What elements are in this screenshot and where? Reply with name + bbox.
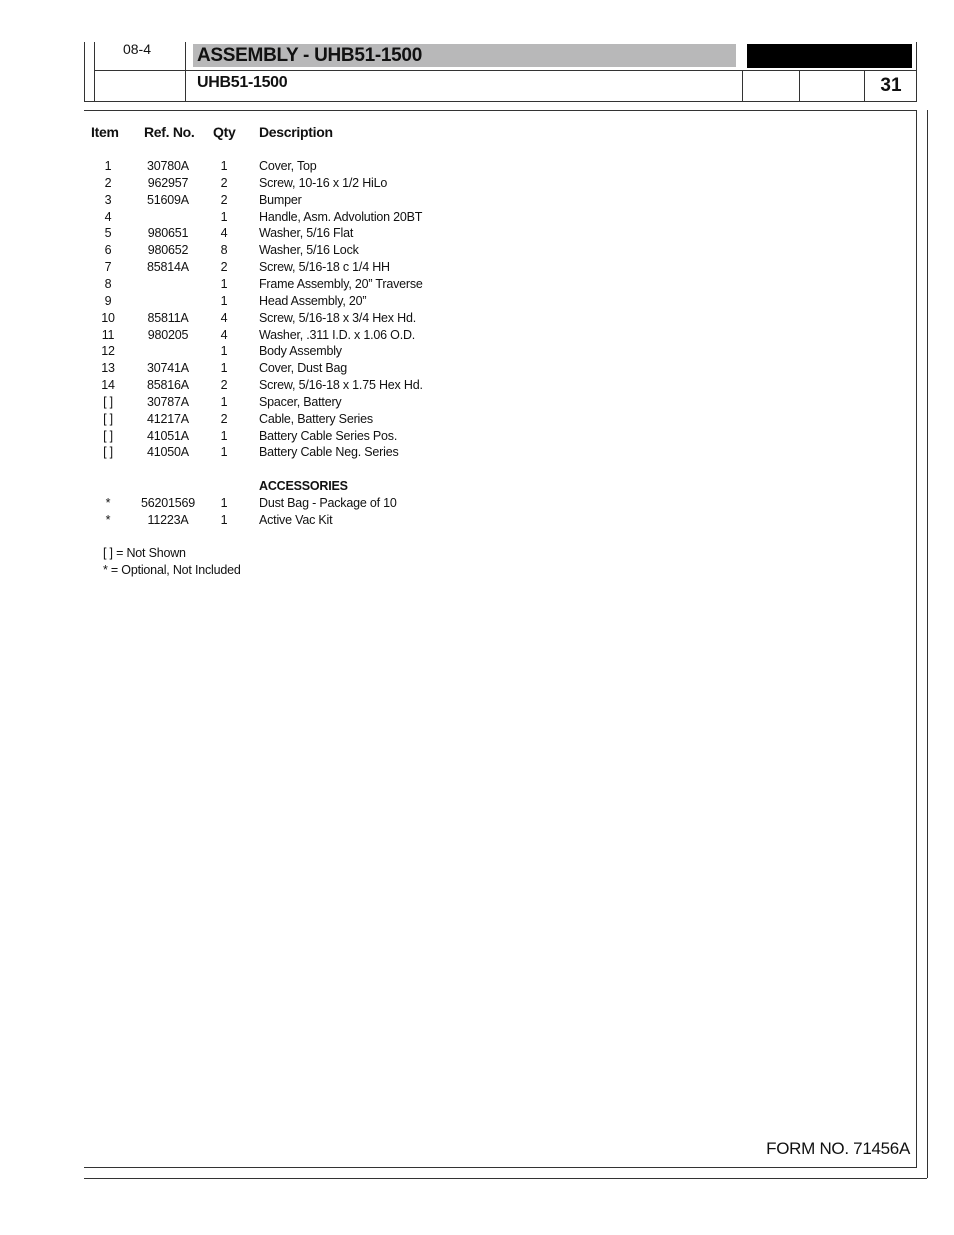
description-cell: Washer, .311 I.D. x 1.06 O.D. [259, 327, 416, 342]
ref-no-cell: 30780A [147, 159, 189, 173]
table-row [0, 260, 600, 277]
table-row [0, 429, 600, 446]
table-row [0, 193, 600, 210]
qty-cell: 4 [220, 327, 228, 342]
column-header-ref: Ref. No. [144, 124, 195, 140]
item-cell: 9 [104, 293, 112, 308]
item-cell: 13 [101, 361, 115, 376]
ref-no-cell: 41050A [147, 445, 189, 460]
table-row [0, 294, 600, 311]
accessories-heading: ACCESSORIES [259, 479, 348, 493]
item-cell: 2 [104, 175, 112, 190]
item-cell: * [105, 512, 111, 527]
item-cell: 12 [101, 344, 115, 359]
item-cell: 14 [101, 378, 115, 393]
table-row [0, 513, 600, 530]
table-row [0, 361, 600, 378]
qty-cell: 2 [220, 260, 228, 275]
ref-no-cell: 85816A [147, 378, 189, 393]
qty-cell: 1 [220, 276, 228, 291]
revision-label: 08-4 [122, 41, 152, 57]
ref-no-cell: 41217A [147, 411, 189, 426]
item-cell: 11 [101, 327, 115, 342]
frame-shadow-bottom [84, 1178, 927, 1179]
qty-cell: 8 [220, 243, 228, 258]
qty-cell: 2 [220, 192, 228, 207]
description-cell: Handle, Asm. Advolution 20BT [259, 209, 423, 224]
description-cell: Spacer, Battery [259, 394, 342, 409]
column-header-description: Description [259, 124, 333, 140]
description-cell: Battery Cable Neg. Series [259, 445, 399, 460]
description-cell: Battery Cable Series Pos. [259, 428, 398, 443]
table-row [0, 226, 600, 243]
description-cell: Screw, 5/16-18 c 1/4 HH [259, 260, 390, 275]
description-cell: Head Assembly, 20” [259, 293, 367, 308]
table-row [0, 378, 600, 395]
description-cell: Screw, 5/16-18 x 1.75 Hex Hd. [259, 378, 423, 393]
column-header-item: Item [91, 124, 119, 140]
description-cell: Screw, 5/16-18 x 3/4 Hex Hd. [259, 310, 416, 325]
divider [94, 70, 186, 71]
ref-no-cell: 85814A [147, 260, 189, 275]
table-row [0, 176, 600, 193]
ref-no-cell: 11223A [147, 512, 189, 527]
ref-no-cell: 30787A [147, 394, 189, 409]
ref-no-cell: 962957 [147, 175, 189, 190]
table-row [0, 328, 600, 345]
form-number: FORM NO. 71456A [766, 1139, 910, 1158]
table-row [0, 496, 600, 513]
table-row [0, 277, 600, 294]
frame-shadow-right [917, 110, 928, 1178]
page-subtitle: UHB51-1500 [197, 74, 288, 91]
qty-cell: 1 [220, 293, 228, 308]
ref-no-cell: 980205 [147, 327, 189, 342]
table-row [0, 210, 600, 227]
qty-cell: 2 [220, 175, 228, 190]
item-cell: 10 [101, 310, 115, 325]
table-row [0, 344, 600, 361]
qty-cell: 4 [220, 310, 228, 325]
item-cell: 4 [104, 209, 112, 224]
tab-cell-1 [742, 70, 800, 102]
item-cell: 6 [104, 243, 112, 258]
description-cell: Body Assembly [259, 344, 342, 359]
table-row [0, 445, 600, 462]
item-cell: 3 [104, 192, 112, 207]
description-cell: Cable, Battery Series [259, 411, 373, 426]
item-cell: [ ] [103, 411, 113, 426]
qty-cell: 1 [220, 394, 228, 409]
note-not-shown: [ ] = Not Shown [103, 546, 186, 560]
ref-no-cell: 30741A [147, 361, 189, 376]
qty-cell: 1 [220, 361, 228, 376]
section-tab [747, 44, 912, 68]
note-optional: * = Optional, Not Included [103, 563, 241, 577]
qty-cell: 1 [220, 344, 228, 359]
description-cell: Washer, 5/16 Flat [259, 226, 354, 241]
item-cell: 8 [104, 276, 112, 291]
table-row [0, 243, 600, 260]
qty-cell: 4 [220, 226, 228, 241]
table-row [0, 395, 600, 412]
item-cell: 7 [104, 260, 112, 275]
description-cell: Dust Bag - Package of 10 [259, 496, 397, 510]
column-header-qty: Qty [213, 124, 236, 140]
ref-no-cell: 41051A [147, 428, 189, 443]
qty-cell: 2 [220, 411, 228, 426]
ref-no-cell: 980651 [147, 226, 189, 241]
ref-no-cell: 56201569 [140, 496, 195, 510]
qty-cell: 1 [220, 445, 228, 460]
description-cell: Screw, 10-16 x 1/2 HiLo [259, 175, 388, 190]
table-row [0, 412, 600, 429]
description-cell: Cover, Dust Bag [259, 361, 348, 376]
ref-no-cell: 980652 [147, 243, 189, 258]
item-cell: * [105, 496, 111, 510]
item-cell: [ ] [103, 394, 113, 409]
description-cell: Active Vac Kit [259, 512, 333, 527]
description-cell: Cover, Top [259, 159, 317, 173]
tab-cell-2 [799, 70, 865, 102]
table-row [0, 311, 600, 328]
description-cell: Bumper [259, 192, 302, 207]
item-cell: 1 [104, 159, 112, 173]
description-cell: Frame Assembly, 20” Traverse [259, 276, 423, 291]
page-number: 31 [880, 75, 902, 96]
description-cell: Washer, 5/16 Lock [259, 243, 359, 258]
item-cell: [ ] [103, 445, 113, 460]
qty-cell: 1 [220, 496, 228, 510]
ref-no-cell: 51609A [147, 192, 189, 207]
qty-cell: 1 [220, 159, 228, 173]
item-cell: 5 [104, 226, 112, 241]
qty-cell: 1 [220, 428, 228, 443]
qty-cell: 1 [220, 512, 228, 527]
ref-no-cell: 85811A [147, 310, 189, 325]
qty-cell: 1 [220, 209, 228, 224]
table-row [0, 159, 600, 176]
qty-cell: 2 [220, 378, 228, 393]
item-cell: [ ] [103, 428, 113, 443]
page-title: ASSEMBLY - UHB51-1500 [197, 45, 422, 66]
